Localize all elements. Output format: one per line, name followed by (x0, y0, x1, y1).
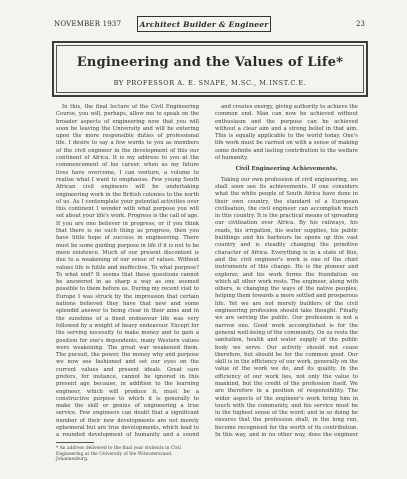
paragraph: and creates energy, giving authority to achieve the common end. Man can now be achieved without enthusiasm and the purpose can be achieved without a clear aim and a strong belief in that aim. This is equally applicable to the world today. One's life work must be carried on with a sense of making some definite and lasting contribution to the welfare of humanity. (215, 104, 358, 162)
article-title: Engineering and the Values of Life* (76, 55, 344, 70)
journal-masthead: Architect Builder & Engineer (137, 16, 271, 32)
article-byline: BY PROFESSOR A. E. SNAPE, M.SC., M.INST.C.E. (113, 79, 307, 87)
paragraph: In this, the final lecture of the Civil Engineering Course, you will, perhaps, allow me to speak on the broader aspects of engineering now that you will soon be leaving the University and will be entering upon the more responsible duties of professional life. I desire to say a few words to you as members of the civil engineer in the development of this our continent of Africa. It is my address to you at the commencement of his career, when as my future lives have overcome, I can venture, a volume to realise what I want to emphasise. Few young South African civil engineers will be undertaking engineering work in the British colonies to the north of us. As I contemplate your potential activities over this continent I wonder with what purpose you will set about your life's work. Progress is the call of age. If you are one believer in progress, or if you think that there is no such thing as progress, then you have little hope of success in engineering. There must be some guiding purpose in life if it is not to be mere existence. Much of our present discontent is due to a weakening of our sense of values. Without values life is futile and ineffective. To what purpose? To what end? It seems that these questions cannot be answered in as sharp a way as one seemed possible to them before us. During my recent visit to Europe I was struck by the impression that certain nations believed they have that new and some splendid answer to being clear in their aims and in the sunshine of a fixed endeavour life was very followed by a weight of heavy endeavour. Except for the serving necessity to make money and to gain a position for one's dependents, many Western values were weakening. The great war weakened them. The pursuit, the power, the money why and purpose we now see fashioned and set our eyes on the current values and present ideals. Great care prefers, for instance, cannot be ignored in this present age because, in addition to the learning engineer, which will produce it, must be a constructive purpose to which it is generally to make the skill or genius of engineering a true service. Few engineers can doubt that a significant number of their new developments are not merely ephemeral but are true developments, which lead to a rounded development of humanity and a sound (56, 104, 199, 439)
issue-date: NOVEMBER 1937 (54, 20, 122, 28)
left-column (56, 104, 199, 439)
footnote-rule (56, 442, 94, 443)
right-column (215, 104, 358, 439)
page-number: 23 (356, 20, 365, 28)
footnote: * An address delivered to the final year students in Civil Engineering at the University of the Witwatersrand, Johannesburg. (56, 446, 181, 463)
section-heading: Civil Engineering Achievements. (235, 166, 338, 173)
title-frame (52, 41, 368, 97)
paragraph: Taking our own profession of civil engineering, we shall soon see its achievements. If one considers what the white people of South Africa have done in their own country, the standard of a European civilisation, the civil engineer can accomplish much in this country. It is the practical means of spreading our civilisation over Africa. By his railways, his roads, his irrigation, his water supplies, his public buildings and his harbours he opens up this vast country and is steadily changing the primitive character of Africa. Everything is in a state of flux, and the civil engineer's work is one of the chief instruments of this change. He is the pioneer and explorer, and his work forms the foundation on which all other work rests. The engineer, along with others, is changing the ways of the native peoples, helping them towards a more settled and prosperous life. Yet we are not merely builders of the civil engineering profession should take thought. Finally we are serving the public. Our profession is not a narrow one. Good work accomplished is for the general well-being of the community. On us rests the sanitation, health and water supply of the public body we serve. Our activity should not cease therefore, but should be for the common good. Our skill is in the efficiency of our work, generally on the value of the work we do, and its quality. In the efficiency of our work lies, not only the value to mankind, but the credit of the profession itself. We are therefore in a position of responsibility. The wider aspects of the engineer's work bring him in touch with the community, and his service must be in the highest sense of the word; and in so doing he ensures that the profession shall, in the long run, become recognised for the worth of its contribution. In this way, and in no other way, does the engineer (215, 176, 358, 439)
